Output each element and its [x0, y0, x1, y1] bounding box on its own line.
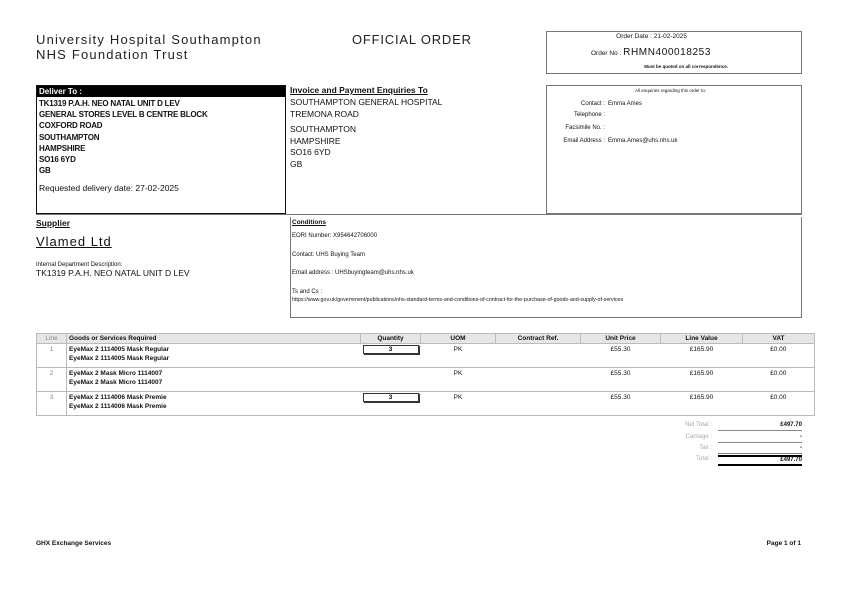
- invoice-line: GB: [290, 158, 303, 169]
- department-label: Internal Department Description:: [36, 262, 123, 268]
- invoice-line: SOUTHAMPTON GENERAL HOSPITAL: [290, 97, 443, 107]
- deliver-to-address: [39, 98, 208, 176]
- page-number: Page 1 of 1: [766, 540, 801, 547]
- col-goods: Goods or Services Required: [67, 334, 361, 344]
- email-value[interactable]: Emma.Ames@uhs.nhs.uk: [608, 138, 678, 144]
- order-items-table: [36, 333, 815, 416]
- deliver-line: HAMPSHIRE: [39, 143, 86, 153]
- carriage-value: -: [718, 434, 802, 443]
- document-title: OFFICIAL ORDER: [352, 32, 472, 47]
- col-quantity: Quantity: [361, 334, 421, 344]
- invoice-line: HAMPSHIRE: [290, 135, 341, 146]
- invoice-address: [290, 97, 546, 170]
- order-date-value: 21-02-2025: [653, 33, 687, 40]
- row-desc-line: EyeMax 2 Mask Micro 1114007: [69, 370, 163, 377]
- telephone-label: Telephone :: [573, 112, 605, 118]
- invoice-line: TREMONA ROAD: [290, 108, 359, 119]
- col-contract: Contract Ref.: [496, 334, 581, 344]
- conditions-contact: Contact: UHS Buying Team: [292, 252, 365, 258]
- row-line-number: 1: [37, 344, 67, 368]
- row-desc-line: EyeMax 2 Mask Micro 1114007: [69, 379, 163, 386]
- deliver-line: TK1319 P.A.H. NEO NATAL UNIT D LEV: [39, 99, 180, 108]
- row-line-value: £165.90: [661, 392, 743, 416]
- contact-value: Emma Ames: [608, 101, 643, 107]
- deliver-line: SO16 6YD: [39, 155, 76, 165]
- invoice-line: SO16 6YD: [290, 147, 331, 157]
- table-row: [37, 344, 815, 368]
- supplier-name: Vlamed Ltd: [36, 234, 112, 249]
- quote-note: Must be quoted on all correspondence.: [644, 64, 728, 69]
- col-unit-price: Unit Price: [581, 334, 661, 344]
- row-quantity: [361, 368, 421, 392]
- net-total-value: £497.70: [718, 422, 802, 431]
- table-row: [37, 392, 815, 416]
- row-description: [67, 392, 361, 416]
- row-vat: £0.00: [743, 392, 815, 416]
- row-vat: £0.00: [743, 368, 815, 392]
- supplier-heading: Supplier: [36, 218, 71, 228]
- row-contract: [496, 392, 581, 416]
- footer-service-name: GHX Exchange Services: [36, 540, 112, 547]
- conditions-heading: Conditions: [292, 219, 326, 226]
- row-quantity: [361, 392, 421, 416]
- deliver-line: COXFORD ROAD: [39, 121, 103, 131]
- quantity-box: 3: [363, 345, 419, 354]
- tcs-label: Ts and Cs :: [292, 289, 323, 295]
- order-number: [591, 47, 711, 58]
- row-desc-line: EyeMax 2 1114005 Mask Regular: [69, 355, 170, 362]
- organisation-name: [36, 32, 262, 62]
- row-unit-price: £55.30: [581, 344, 661, 368]
- quantity-box: 3: [363, 393, 419, 402]
- order-date-label: Order Date :: [616, 33, 652, 40]
- table-row: [37, 368, 815, 392]
- row-uom: PK: [421, 368, 496, 392]
- col-line: Line: [37, 334, 67, 344]
- row-unit-price: £55.30: [581, 368, 661, 392]
- col-line-value: Line Value: [661, 334, 743, 344]
- row-desc-line: EyeMax 2 1114006 Mask Premie: [69, 403, 167, 410]
- contact-label: Contact :: [580, 101, 605, 107]
- row-line-value: £165.90: [661, 344, 743, 368]
- invoice-enquiries: [290, 85, 546, 170]
- col-uom: UOM: [421, 334, 496, 344]
- org-name-line-2: NHS Foundation Trust: [36, 47, 189, 62]
- row-uom: PK: [421, 392, 496, 416]
- row-line-number: 2: [37, 368, 67, 392]
- deliver-line: GENERAL STORES LEVEL B CENTRE BLOCK: [39, 110, 208, 120]
- col-vat: VAT: [743, 334, 815, 344]
- order-info-box: [546, 31, 802, 74]
- invoice-heading: Invoice and Payment Enquiries To: [290, 85, 428, 95]
- row-line-number: 3: [37, 392, 67, 416]
- deliver-line: GB: [39, 166, 51, 176]
- contact-box: [546, 85, 802, 214]
- row-desc-line: EyeMax 2 1114005 Mask Regular: [69, 346, 170, 353]
- row-desc-line: EyeMax 2 1114006 Mask Premie: [69, 394, 167, 401]
- conditions-email[interactable]: Email address : UHSbuyingteam@uhs.nhs.uk: [292, 270, 414, 276]
- net-total-label: Net Total :: [685, 422, 712, 428]
- row-quantity: [361, 344, 421, 368]
- row-description: [67, 368, 361, 392]
- deliver-line: SOUTHAMPTON: [39, 132, 100, 142]
- deliver-to-box: [36, 85, 286, 214]
- org-name-line-1: University Hospital Southampton: [36, 32, 262, 47]
- carriage-label: Carriage :: [685, 434, 712, 440]
- table-header-row: [37, 334, 815, 344]
- tax-label: Tax :: [699, 445, 712, 451]
- department-value: TK1319 P.A.H. NEO NATAL UNIT D LEV: [36, 268, 190, 278]
- contact-note: All enquiries regarding this order to:: [634, 88, 706, 93]
- fax-label: Facsimile No. :: [565, 125, 605, 131]
- total-label: Total :: [695, 456, 712, 462]
- row-uom: PK: [421, 344, 496, 368]
- email-label: Email Address :: [563, 138, 605, 144]
- deliver-to-heading: Deliver To :: [37, 86, 285, 97]
- requested-delivery-date: Requested delivery date: 27-02-2025: [39, 183, 179, 193]
- order-number-label: Order No :: [590, 50, 622, 57]
- tax-value: -: [718, 445, 802, 454]
- row-description: [67, 344, 361, 368]
- row-contract: [496, 368, 581, 392]
- row-unit-price: £55.30: [581, 392, 661, 416]
- total-value: £497.70: [718, 455, 802, 466]
- invoice-line: SOUTHAMPTON: [290, 124, 356, 134]
- order-number-value: RHMN400018253: [623, 47, 711, 58]
- tcs-link[interactable]: https://www.gov.uk/government/publications/nhs-standard-terms-and-conditions-of-contract-for-the-purchase-of-goods-and-supply-of-services: [292, 297, 624, 303]
- order-date: [616, 33, 687, 40]
- eori-number: EORI Number: X954642706000: [292, 233, 378, 239]
- row-vat: £0.00: [743, 344, 815, 368]
- section-divider: [36, 214, 802, 215]
- row-line-value: £165.90: [661, 368, 743, 392]
- row-contract: [496, 344, 581, 368]
